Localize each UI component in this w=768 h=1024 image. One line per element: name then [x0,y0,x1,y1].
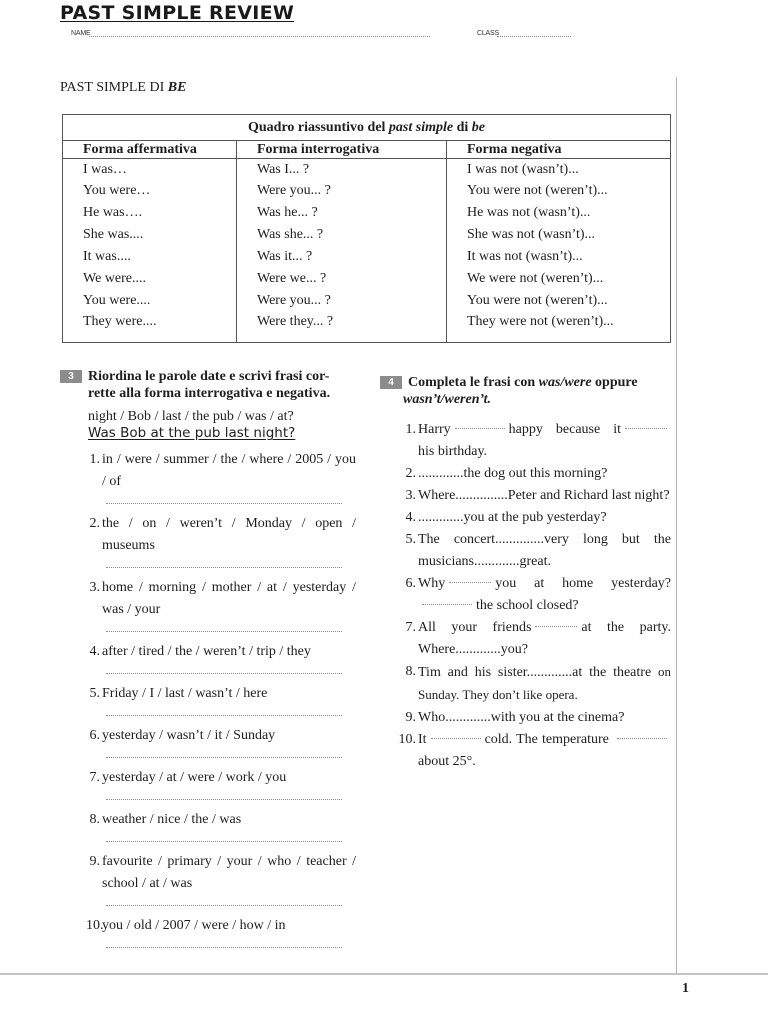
instruction-em: was/were [538,375,592,390]
exercise-3-example [60,409,356,441]
instruction-suffix: oppure [595,375,638,390]
item-text: on Sunday. They don’t like opera. [418,664,671,702]
list-item [380,507,671,529]
item-text: Friday / I / last / wasn’t / here [102,686,268,701]
item-text: It [418,732,427,747]
list-item [60,513,356,568]
section-heading [60,80,186,96]
table-cell: He was not (wasn’t)... [447,202,671,224]
summary-table-caption [63,115,671,141]
item-text: .............the dog out this morning? [418,466,608,481]
table-cell: I was not (wasn’t)... [447,159,671,181]
item-text: at the party. Where.............you? [418,620,671,657]
class-label: CLASS [477,30,499,37]
table-cell: Were we... ? [237,268,447,290]
table-cell: I was… [63,159,237,181]
table-cell: Was he... ? [237,202,447,224]
table-row [63,159,671,181]
item-number: 8. [89,812,100,827]
item-number: 8. [405,664,416,679]
list-item [380,729,671,773]
exercise-3-badge: 3 [60,370,82,383]
item-text: about 25°. [418,754,476,769]
instruction-line-1: Riordina le parole date e scrivi frasi cor- [88,369,330,384]
exercise-4-badge: 4 [380,376,402,389]
table-cell: We were not (weren’t)... [447,268,671,290]
exercise-4-items [380,419,671,773]
item-number: 5. [89,686,100,701]
item-number: 10. [398,732,416,747]
answer-line[interactable] [106,631,342,632]
class-field-line [497,31,571,37]
item-number: 6. [89,728,100,743]
table-cell: You were not (weren’t)... [447,290,671,312]
answer-line[interactable] [106,905,342,906]
instruction-prefix: Completa le frasi con [408,375,536,390]
item-number: 4. [405,510,416,525]
exercise-4 [380,374,671,773]
answer-line[interactable] [106,757,342,758]
section-heading-prefix: PAST SIMPLE DI [60,80,165,95]
list-item [60,725,356,758]
table-cell: She was.... [63,224,237,246]
table-cell: She was not (wasn’t)... [447,224,671,246]
item-number: 1. [405,422,416,437]
answer-blank[interactable] [617,738,667,739]
item-number: 2. [89,516,100,531]
table-row [63,224,671,246]
list-item [60,449,356,504]
list-item [380,661,671,707]
name-field-line [89,31,430,37]
table-cell: You were.... [63,290,237,312]
table-cell: Was I... ? [237,159,447,181]
answer-line[interactable] [106,673,342,674]
item-number: 10. [86,918,104,933]
exercise-3 [60,368,356,957]
item-text: home / morning / mother / at / yesterday / was / your [102,580,356,617]
list-item [380,463,671,485]
table-row [63,246,671,268]
table-row [63,202,671,224]
item-text: .............you at the pub yesterday? [418,510,607,525]
table-cell: Were you... ? [237,290,447,312]
list-item [380,419,671,463]
item-text: yesterday / wasn’t / it / Sunday [102,728,276,743]
item-number: 3. [405,488,416,503]
item-text: Why [418,576,446,591]
item-text: favourite / primary / your / who / teacher / school / at / was [102,854,356,891]
column-header-negativa: Forma negativa [447,141,671,159]
item-text: The concert..............very long but the musicians.............great. [418,532,671,569]
column-header-interrogativa: Forma interrogativa [237,141,447,159]
list-item [380,485,671,507]
answer-line[interactable] [106,799,342,800]
caption-mid: di [456,119,469,135]
answer-line[interactable] [106,503,342,504]
item-number: 3. [89,580,100,595]
table-cell: Was she... ? [237,224,447,246]
caption-em2: be [471,119,485,135]
answer-line[interactable] [106,947,342,948]
worksheet-title: PAST SIMPLE REVIEW [60,2,295,24]
table-cell: We were.... [63,268,237,290]
item-number: 6. [405,576,416,591]
example-prompt: night / Bob / last / the pub / was / at? [88,409,294,424]
table-row [63,290,671,312]
answer-blank[interactable] [535,626,577,627]
item-text: his birthday. [418,444,488,459]
item-text: cold. The temperature [484,732,609,747]
table-cell: They were not (weren’t)... [447,312,671,342]
answer-blank[interactable] [455,428,505,429]
item-number: 7. [89,770,100,785]
item-number: 2. [405,466,416,481]
list-item [380,707,671,729]
list-item [60,851,356,906]
list-item [60,683,356,716]
caption-prefix: Quadro riassuntivo del [247,119,386,135]
table-cell: It was.... [63,246,237,268]
item-number: 9. [405,710,416,725]
item-text: happy because it [508,422,621,437]
answer-line[interactable] [106,841,342,842]
item-text: yesterday / at / were / work / you [102,770,287,785]
item-text: you at home yesterday? [495,576,671,591]
table-row [63,268,671,290]
answer-line[interactable] [106,715,342,716]
example-answer: Was Bob at the pub last night? [88,425,296,441]
instruction-line-2: rette alla forma interrogativa e negativa. [88,386,331,401]
item-number: 9. [89,854,100,869]
answer-blank[interactable] [431,738,481,739]
item-text: Harry [418,422,451,437]
column-divider [676,77,677,974]
item-number: 1. [89,452,100,467]
table-cell: You were not (weren’t)... [447,180,671,202]
table-cell: They were.... [63,312,237,342]
table-cell: He was…. [63,202,237,224]
answer-line[interactable] [106,567,342,568]
item-number: 4. [89,644,100,659]
table-cell: It was not (wasn’t)... [447,246,671,268]
footer-rule [0,973,768,975]
table-row [63,312,671,342]
item-text: weather / nice / the / was [102,812,242,827]
item-text: Where...............Peter and Richard last night? [418,488,670,503]
item-number: 5. [405,532,416,547]
exercise-3-instruction [60,368,356,402]
list-item [60,577,356,632]
item-text: the school closed? [476,598,579,613]
table-cell: Was it... ? [237,246,447,268]
item-text: All your friends [418,620,532,635]
answer-blank[interactable] [449,582,491,583]
item-text: in / were / summer / the / where / 2005 / you / of [102,452,356,489]
list-item [380,573,671,617]
item-text: the / on / weren’t / Monday / open / museums [102,516,356,553]
table-cell: Were you... ? [237,180,447,202]
item-text: Tim and his sister.............at the theatre [418,665,652,680]
table-cell: You were… [63,180,237,202]
caption-em: past simple [388,119,454,135]
list-item [60,809,356,842]
answer-blank[interactable] [625,428,667,429]
list-item [60,915,356,948]
section-heading-em: BE [167,80,187,95]
page-number: 1 [682,981,689,996]
exercise-4-instruction [380,374,671,408]
summary-table [62,114,671,343]
item-text: after / tired / the / weren’t / trip / they [102,644,311,659]
column-header-affermativa: Forma affermativa [63,141,237,159]
table-cell: Were they... ? [237,312,447,342]
item-text: you / old / 2007 / were / how / in [102,918,286,933]
item-number: 7. [405,620,416,635]
item-text: Who.............with you at the cinema? [418,710,625,725]
list-item [60,641,356,674]
list-item [380,529,671,573]
exercise-3-items [60,449,356,948]
table-row [63,180,671,202]
instruction-line-2: wasn’t/weren’t. [403,392,492,407]
name-label: NAME [71,30,91,37]
answer-blank[interactable] [422,604,472,605]
list-item [60,767,356,800]
list-item [380,617,671,661]
